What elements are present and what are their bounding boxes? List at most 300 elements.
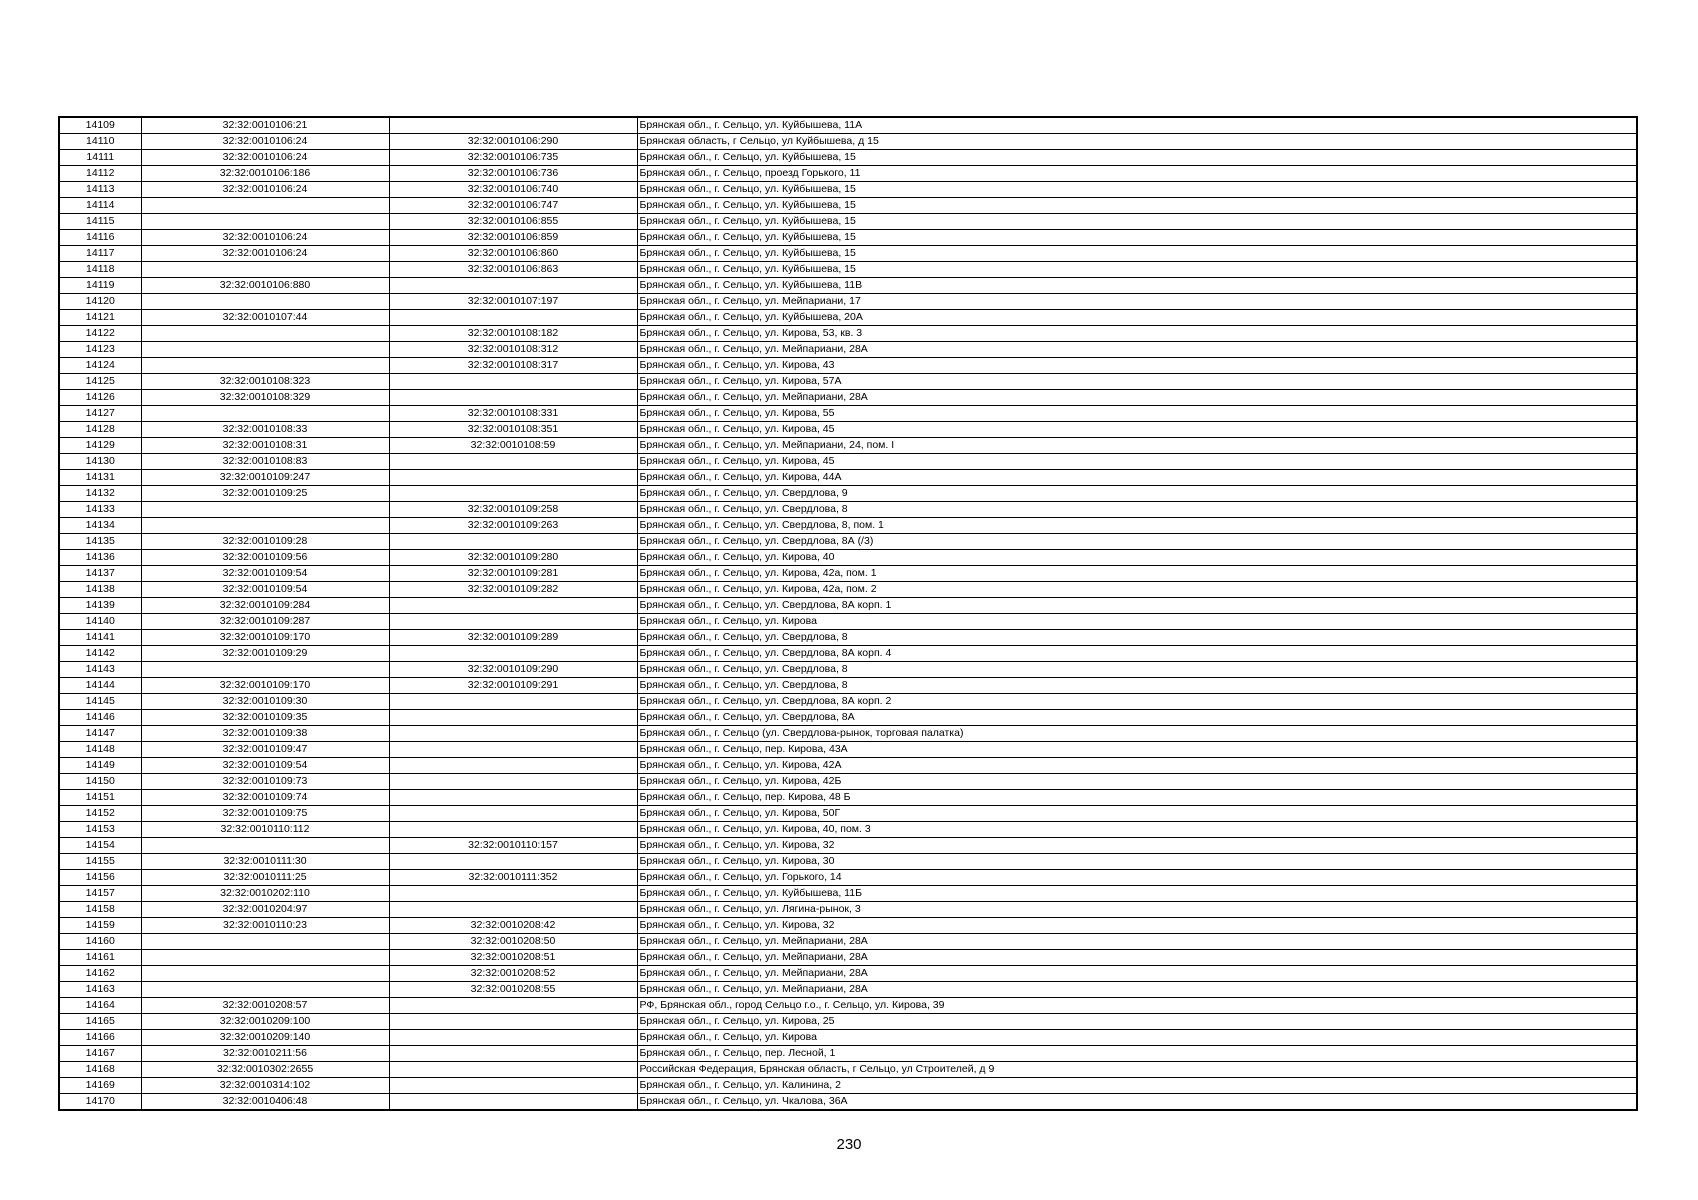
table-row (59, 134, 1637, 150)
row-number-cell: 14125 (59, 374, 141, 390)
cadastral-number-cell: 32:32:0010109:38 (141, 726, 389, 742)
table-row (59, 1062, 1637, 1078)
object-cadastral-number-cell (389, 614, 637, 630)
table-row (59, 950, 1637, 966)
address-cell: Брянская обл., г. Сельцо, ул. Мейпариани, 28А (637, 934, 1637, 950)
cadastral-number-cell: 32:32:0010109:56 (141, 550, 389, 566)
cadastral-number-cell: 32:32:0010202:110 (141, 886, 389, 902)
address-cell: Брянская обл., г. Сельцо, ул. Свердлова, 8 (637, 662, 1637, 678)
table-row (59, 1078, 1637, 1094)
object-cadastral-number-cell: 32:32:0010109:280 (389, 550, 637, 566)
cadastral-number-cell: 32:32:0010110:23 (141, 918, 389, 934)
cadastral-number-cell: 32:32:0010209:100 (141, 1014, 389, 1030)
address-cell: Брянская обл., г. Сельцо, ул. Лягина-рынок, 3 (637, 902, 1637, 918)
address-cell: Брянская обл., г. Сельцо, ул. Кирова (637, 1030, 1637, 1046)
cadastral-number-cell: 32:32:0010211:56 (141, 1046, 389, 1062)
table-row (59, 822, 1637, 838)
address-cell: Брянская обл., г. Сельцо, ул. Куйбышева, 11А (637, 117, 1637, 134)
table-row (59, 342, 1637, 358)
object-cadastral-number-cell (389, 598, 637, 614)
cadastral-number-cell (141, 198, 389, 214)
address-cell: Брянская обл., г. Сельцо, ул. Свердлова, 8А (/3) (637, 534, 1637, 550)
object-cadastral-number-cell (389, 710, 637, 726)
table-row (59, 742, 1637, 758)
row-number-cell: 14126 (59, 390, 141, 406)
object-cadastral-number-cell (389, 278, 637, 294)
table-row (59, 486, 1637, 502)
cadastral-number-cell: 32:32:0010111:25 (141, 870, 389, 886)
cadastral-number-cell (141, 662, 389, 678)
row-number-cell: 14120 (59, 294, 141, 310)
row-number-cell: 14118 (59, 262, 141, 278)
table-row (59, 326, 1637, 342)
object-cadastral-number-cell (389, 117, 637, 134)
cadastral-number-cell: 32:32:0010108:33 (141, 422, 389, 438)
object-cadastral-number-cell: 32:32:0010109:290 (389, 662, 637, 678)
cadastral-number-cell: 32:32:0010109:170 (141, 678, 389, 694)
cadastral-number-cell: 32:32:0010109:29 (141, 646, 389, 662)
address-cell: Брянская обл., г. Сельцо, ул. Кирова, 30 (637, 854, 1637, 870)
cadastral-number-cell: 32:32:0010109:28 (141, 534, 389, 550)
object-cadastral-number-cell: 32:32:0010108:312 (389, 342, 637, 358)
address-cell: Брянская обл., г. Сельцо, ул. Кирова, 53, кв. 3 (637, 326, 1637, 342)
object-cadastral-number-cell: 32:32:0010208:50 (389, 934, 637, 950)
address-cell: Брянская обл., г. Сельцо, ул. Кирова, 57А (637, 374, 1637, 390)
object-cadastral-number-cell (389, 534, 637, 550)
row-number-cell: 14117 (59, 246, 141, 262)
address-cell: РФ, Брянская обл., город Сельцо г.о., г. Сельцо, ул. Кирова, 39 (637, 998, 1637, 1014)
table-row (59, 534, 1637, 550)
cadastral-number-cell: 32:32:0010109:54 (141, 758, 389, 774)
table-row (59, 838, 1637, 854)
row-number-cell: 14138 (59, 582, 141, 598)
row-number-cell: 14164 (59, 998, 141, 1014)
object-cadastral-number-cell: 32:32:0010108:317 (389, 358, 637, 374)
row-number-cell: 14119 (59, 278, 141, 294)
table-row (59, 726, 1637, 742)
row-number-cell: 14140 (59, 614, 141, 630)
row-number-cell: 14127 (59, 406, 141, 422)
object-cadastral-number-cell: 32:32:0010106:859 (389, 230, 637, 246)
table-row (59, 422, 1637, 438)
object-cadastral-number-cell (389, 1094, 637, 1111)
cadastral-number-cell: 32:32:0010106:880 (141, 278, 389, 294)
table-row (59, 406, 1637, 422)
row-number-cell: 14115 (59, 214, 141, 230)
table-row (59, 198, 1637, 214)
cadastral-number-cell (141, 966, 389, 982)
address-cell: Брянская обл., г. Сельцо, ул. Куйбышева, 15 (637, 182, 1637, 198)
table-row (59, 438, 1637, 454)
table-row (59, 886, 1637, 902)
address-cell: Брянская обл., г. Сельцо, ул. Куйбышева, 15 (637, 150, 1637, 166)
row-number-cell: 14145 (59, 694, 141, 710)
address-cell: Брянская обл., г. Сельцо, ул. Куйбышева, 15 (637, 214, 1637, 230)
object-cadastral-number-cell: 32:32:0010108:331 (389, 406, 637, 422)
address-cell: Брянская обл., г. Сельцо, пер. Кирова, 43А (637, 742, 1637, 758)
cadastral-number-cell: 32:32:0010110:112 (141, 822, 389, 838)
row-number-cell: 14144 (59, 678, 141, 694)
address-cell: Брянская обл., г. Сельцо, ул. Свердлова, 9 (637, 486, 1637, 502)
address-cell: Брянская обл., г. Сельцо, ул. Свердлова, 8, пом. 1 (637, 518, 1637, 534)
table-row (59, 550, 1637, 566)
table-row (59, 294, 1637, 310)
row-number-cell: 14123 (59, 342, 141, 358)
table-row (59, 246, 1637, 262)
cadastral-number-cell: 32:32:0010209:140 (141, 1030, 389, 1046)
object-cadastral-number-cell (389, 694, 637, 710)
cadastral-number-cell: 32:32:0010109:54 (141, 566, 389, 582)
object-cadastral-number-cell (389, 1046, 637, 1062)
page-number: 230 (836, 1136, 862, 1153)
table-row (59, 1046, 1637, 1062)
object-cadastral-number-cell: 32:32:0010106:736 (389, 166, 637, 182)
table-row (59, 646, 1637, 662)
object-cadastral-number-cell: 32:32:0010109:258 (389, 502, 637, 518)
table-row (59, 390, 1637, 406)
address-cell: Брянская обл., г. Сельцо, ул. Калинина, 2 (637, 1078, 1637, 1094)
row-number-cell: 14158 (59, 902, 141, 918)
table-row (59, 262, 1637, 278)
address-cell: Брянская обл., г. Сельцо, ул. Куйбышева, 15 (637, 246, 1637, 262)
table-row (59, 566, 1637, 582)
table-row (59, 902, 1637, 918)
object-cadastral-number-cell (389, 1078, 637, 1094)
row-number-cell: 14152 (59, 806, 141, 822)
cadastral-number-cell: 32:32:0010109:35 (141, 710, 389, 726)
object-cadastral-number-cell (389, 806, 637, 822)
row-number-cell: 14131 (59, 470, 141, 486)
object-cadastral-number-cell: 32:32:0010106:855 (389, 214, 637, 230)
address-cell: Брянская обл., г. Сельцо, ул. Куйбышева, 11Б (637, 886, 1637, 902)
object-cadastral-number-cell: 32:32:0010109:289 (389, 630, 637, 646)
address-cell: Брянская область, г Сельцо, ул Куйбышева, д 15 (637, 134, 1637, 150)
cadastral-number-cell (141, 982, 389, 998)
cadastral-number-cell: 32:32:0010109:74 (141, 790, 389, 806)
row-number-cell: 14148 (59, 742, 141, 758)
address-cell: Брянская обл., г. Сельцо, ул. Кирова, 43 (637, 358, 1637, 374)
table-row (59, 1030, 1637, 1046)
object-cadastral-number-cell: 32:32:0010111:352 (389, 870, 637, 886)
address-cell: Брянская обл., г. Сельцо, ул. Мейпариани, 28А (637, 982, 1637, 998)
table-row (59, 310, 1637, 326)
cadastral-number-cell (141, 406, 389, 422)
object-cadastral-number-cell (389, 646, 637, 662)
object-cadastral-number-cell (389, 310, 637, 326)
table-row (59, 117, 1637, 134)
cadastral-number-cell (141, 214, 389, 230)
address-cell: Брянская обл., г. Сельцо, ул. Кирова, 25 (637, 1014, 1637, 1030)
cadastral-number-cell: 32:32:0010109:170 (141, 630, 389, 646)
address-cell: Брянская обл., г. Сельцо, ул. Кирова, 44А (637, 470, 1637, 486)
cadastral-number-cell (141, 838, 389, 854)
row-number-cell: 14124 (59, 358, 141, 374)
table-row (59, 230, 1637, 246)
row-number-cell: 14150 (59, 774, 141, 790)
row-number-cell: 14165 (59, 1014, 141, 1030)
row-number-cell: 14166 (59, 1030, 141, 1046)
address-cell: Брянская обл., г. Сельцо, ул. Мейпариани, 24, пом. I (637, 438, 1637, 454)
table-row (59, 694, 1637, 710)
cadastral-number-cell: 32:32:0010302:2655 (141, 1062, 389, 1078)
cadastral-number-cell: 32:32:0010108:323 (141, 374, 389, 390)
cadastral-number-cell: 32:32:0010109:47 (141, 742, 389, 758)
address-cell: Брянская обл., г. Сельцо, ул. Кирова, 40, пом. 3 (637, 822, 1637, 838)
object-cadastral-number-cell: 32:32:0010108:59 (389, 438, 637, 454)
table-row (59, 470, 1637, 486)
row-number-cell: 14130 (59, 454, 141, 470)
address-cell: Брянская обл., г. Сельцо, ул. Горького, 14 (637, 870, 1637, 886)
object-cadastral-number-cell (389, 886, 637, 902)
address-cell: Российская Федерация, Брянская область, г Сельцо, ул Строителей, д 9 (637, 1062, 1637, 1078)
address-cell: Брянская обл., г. Сельцо, ул. Куйбышева, 20А (637, 310, 1637, 326)
row-number-cell: 14132 (59, 486, 141, 502)
table-row (59, 150, 1637, 166)
address-cell: Брянская обл., г. Сельцо, ул. Кирова, 40 (637, 550, 1637, 566)
table-row (59, 1014, 1637, 1030)
row-number-cell: 14160 (59, 934, 141, 950)
object-cadastral-number-cell: 32:32:0010208:55 (389, 982, 637, 998)
cadastral-number-cell: 32:32:0010107:44 (141, 310, 389, 326)
address-cell: Брянская обл., г. Сельцо, ул. Кирова, 50Г (637, 806, 1637, 822)
table-row (59, 982, 1637, 998)
row-number-cell: 14146 (59, 710, 141, 726)
address-cell: Брянская обл., г. Сельцо, проезд Горького, 11 (637, 166, 1637, 182)
cadastral-number-cell (141, 294, 389, 310)
row-number-cell: 14111 (59, 150, 141, 166)
row-number-cell: 14143 (59, 662, 141, 678)
cadastral-number-cell: 32:32:0010109:25 (141, 486, 389, 502)
object-cadastral-number-cell: 32:32:0010208:51 (389, 950, 637, 966)
address-cell: Брянская обл., г. Сельцо, ул. Свердлова, 8 (637, 678, 1637, 694)
row-number-cell: 14133 (59, 502, 141, 518)
cadastral-number-cell (141, 950, 389, 966)
table-row (59, 710, 1637, 726)
address-cell: Брянская обл., г. Сельцо, ул. Мейпариани, 28А (637, 390, 1637, 406)
row-number-cell: 14169 (59, 1078, 141, 1094)
address-cell: Брянская обл., г. Сельцо, ул. Куйбышева, 15 (637, 230, 1637, 246)
row-number-cell: 14134 (59, 518, 141, 534)
row-number-cell: 14116 (59, 230, 141, 246)
row-number-cell: 14167 (59, 1046, 141, 1062)
object-cadastral-number-cell: 32:32:0010106:735 (389, 150, 637, 166)
row-number-cell: 14159 (59, 918, 141, 934)
object-cadastral-number-cell: 32:32:0010107:197 (389, 294, 637, 310)
cadastral-number-cell: 32:32:0010109:30 (141, 694, 389, 710)
object-cadastral-number-cell (389, 1030, 637, 1046)
address-cell: Брянская обл., г. Сельцо, ул. Свердлова, 8 (637, 630, 1637, 646)
table-row (59, 182, 1637, 198)
cadastral-number-cell (141, 934, 389, 950)
object-cadastral-number-cell (389, 1062, 637, 1078)
cadastral-number-cell: 32:32:0010109:287 (141, 614, 389, 630)
address-cell: Брянская обл., г. Сельцо, ул. Свердлова, 8А (637, 710, 1637, 726)
object-cadastral-number-cell (389, 822, 637, 838)
object-cadastral-number-cell: 32:32:0010106:290 (389, 134, 637, 150)
row-number-cell: 14112 (59, 166, 141, 182)
cadastral-number-cell: 32:32:0010106:24 (141, 150, 389, 166)
table-row (59, 502, 1637, 518)
address-cell: Брянская обл., г. Сельцо, ул. Мейпариани, 28А (637, 950, 1637, 966)
row-number-cell: 14122 (59, 326, 141, 342)
address-cell: Брянская обл., г. Сельцо, ул. Кирова, 55 (637, 406, 1637, 422)
cadastral-number-cell: 32:32:0010106:186 (141, 166, 389, 182)
row-number-cell: 14147 (59, 726, 141, 742)
row-number-cell: 14128 (59, 422, 141, 438)
table-row (59, 966, 1637, 982)
cadastral-number-cell: 32:32:0010109:73 (141, 774, 389, 790)
row-number-cell: 14170 (59, 1094, 141, 1111)
object-cadastral-number-cell: 32:32:0010109:282 (389, 582, 637, 598)
address-cell: Брянская обл., г. Сельцо, ул. Куйбышева, 11В (637, 278, 1637, 294)
row-number-cell: 14149 (59, 758, 141, 774)
registry-table (58, 116, 1638, 1111)
row-number-cell: 14162 (59, 966, 141, 982)
cadastral-number-cell: 32:32:0010109:247 (141, 470, 389, 486)
table-row (59, 918, 1637, 934)
address-cell: Брянская обл., г. Сельцо, ул. Кирова, 45 (637, 454, 1637, 470)
row-number-cell: 14161 (59, 950, 141, 966)
object-cadastral-number-cell (389, 1014, 637, 1030)
row-number-cell: 14168 (59, 1062, 141, 1078)
object-cadastral-number-cell: 32:32:0010106:747 (389, 198, 637, 214)
table-row (59, 774, 1637, 790)
address-cell: Брянская обл., г. Сельцо, ул. Кирова, 42А (637, 758, 1637, 774)
row-number-cell: 14142 (59, 646, 141, 662)
object-cadastral-number-cell: 32:32:0010109:291 (389, 678, 637, 694)
row-number-cell: 14136 (59, 550, 141, 566)
row-number-cell: 14141 (59, 630, 141, 646)
cadastral-number-cell: 32:32:0010406:48 (141, 1094, 389, 1111)
row-number-cell: 14114 (59, 198, 141, 214)
cadastral-number-cell: 32:32:0010109:284 (141, 598, 389, 614)
cadastral-number-cell: 32:32:0010109:54 (141, 582, 389, 598)
cadastral-number-cell (141, 502, 389, 518)
table-row (59, 454, 1637, 470)
row-number-cell: 14109 (59, 117, 141, 134)
row-number-cell: 14156 (59, 870, 141, 886)
object-cadastral-number-cell (389, 454, 637, 470)
table-row (59, 678, 1637, 694)
row-number-cell: 14139 (59, 598, 141, 614)
address-cell: Брянская обл., г. Сельцо, пер. Кирова, 48 Б (637, 790, 1637, 806)
object-cadastral-number-cell (389, 374, 637, 390)
object-cadastral-number-cell (389, 998, 637, 1014)
address-cell: Брянская обл., г. Сельцо, ул. Кирова (637, 614, 1637, 630)
address-cell: Брянская обл., г. Сельцо, ул. Кирова, 32 (637, 918, 1637, 934)
address-cell: Брянская обл., г. Сельцо, ул. Куйбышева, 15 (637, 262, 1637, 278)
object-cadastral-number-cell (389, 854, 637, 870)
object-cadastral-number-cell (389, 902, 637, 918)
address-cell: Брянская обл., г. Сельцо (ул. Свердлова-рынок, торговая палатка) (637, 726, 1637, 742)
table-row (59, 598, 1637, 614)
table-row (59, 582, 1637, 598)
cadastral-number-cell: 32:32:0010106:21 (141, 117, 389, 134)
row-number-cell: 14135 (59, 534, 141, 550)
table-row (59, 278, 1637, 294)
object-cadastral-number-cell (389, 726, 637, 742)
address-cell: Брянская обл., г. Сельцо, ул. Кирова, 42а, пом. 2 (637, 582, 1637, 598)
cadastral-number-cell (141, 342, 389, 358)
table-row (59, 166, 1637, 182)
cadastral-number-cell: 32:32:0010106:24 (141, 230, 389, 246)
cadastral-number-cell: 32:32:0010204:97 (141, 902, 389, 918)
cadastral-number-cell: 32:32:0010314:102 (141, 1078, 389, 1094)
row-number-cell: 14121 (59, 310, 141, 326)
address-cell: Брянская обл., г. Сельцо, ул. Кирова, 42Б (637, 774, 1637, 790)
table-row (59, 518, 1637, 534)
row-number-cell: 14129 (59, 438, 141, 454)
object-cadastral-number-cell (389, 774, 637, 790)
table-row (59, 214, 1637, 230)
address-cell: Брянская обл., г. Сельцо, ул. Свердлова, 8А корп. 2 (637, 694, 1637, 710)
object-cadastral-number-cell: 32:32:0010109:263 (389, 518, 637, 534)
address-cell: Брянская обл., г. Сельцо, ул. Свердлова, 8А корп. 1 (637, 598, 1637, 614)
object-cadastral-number-cell: 32:32:0010106:863 (389, 262, 637, 278)
cadastral-number-cell: 32:32:0010106:24 (141, 246, 389, 262)
object-cadastral-number-cell (389, 790, 637, 806)
table-row (59, 806, 1637, 822)
table-row (59, 758, 1637, 774)
address-cell: Брянская обл., г. Сельцо, ул. Чкалова, 36А (637, 1094, 1637, 1111)
cadastral-number-cell: 32:32:0010106:24 (141, 182, 389, 198)
object-cadastral-number-cell: 32:32:0010108:182 (389, 326, 637, 342)
address-cell: Брянская обл., г. Сельцо, ул. Кирова, 45 (637, 422, 1637, 438)
row-number-cell: 14137 (59, 566, 141, 582)
row-number-cell: 14157 (59, 886, 141, 902)
object-cadastral-number-cell: 32:32:0010109:281 (389, 566, 637, 582)
object-cadastral-number-cell: 32:32:0010106:860 (389, 246, 637, 262)
table-row (59, 870, 1637, 886)
cadastral-number-cell: 32:32:0010208:57 (141, 998, 389, 1014)
table-row (59, 790, 1637, 806)
address-cell: Брянская обл., г. Сельцо, пер. Лесной, 1 (637, 1046, 1637, 1062)
address-cell: Брянская обл., г. Сельцо, ул. Кирова, 42а, пом. 1 (637, 566, 1637, 582)
address-cell: Брянская обл., г. Сельцо, ул. Куйбышева, 15 (637, 198, 1637, 214)
address-cell: Брянская обл., г. Сельцо, ул. Кирова, 32 (637, 838, 1637, 854)
cadastral-number-cell: 32:32:0010108:31 (141, 438, 389, 454)
object-cadastral-number-cell: 32:32:0010208:52 (389, 966, 637, 982)
table-row (59, 998, 1637, 1014)
object-cadastral-number-cell (389, 470, 637, 486)
row-number-cell: 14110 (59, 134, 141, 150)
table-row (59, 1094, 1637, 1111)
row-number-cell: 14155 (59, 854, 141, 870)
cadastral-number-cell: 32:32:0010108:83 (141, 454, 389, 470)
address-cell: Брянская обл., г. Сельцо, ул. Свердлова, 8А корп. 4 (637, 646, 1637, 662)
object-cadastral-number-cell (389, 390, 637, 406)
object-cadastral-number-cell: 32:32:0010108:351 (389, 422, 637, 438)
object-cadastral-number-cell (389, 486, 637, 502)
cadastral-number-cell: 32:32:0010108:329 (141, 390, 389, 406)
address-cell: Брянская обл., г. Сельцо, ул. Мейпариани, 28А (637, 342, 1637, 358)
cadastral-number-cell: 32:32:0010111:30 (141, 854, 389, 870)
cadastral-number-cell (141, 518, 389, 534)
registry-table-body (59, 117, 1637, 1110)
table-row (59, 614, 1637, 630)
table-row (59, 934, 1637, 950)
cadastral-number-cell (141, 326, 389, 342)
object-cadastral-number-cell: 32:32:0010110:157 (389, 838, 637, 854)
object-cadastral-number-cell: 32:32:0010106:740 (389, 182, 637, 198)
object-cadastral-number-cell (389, 742, 637, 758)
table-row (59, 662, 1637, 678)
object-cadastral-number-cell: 32:32:0010208:42 (389, 918, 637, 934)
address-cell: Брянская обл., г. Сельцо, ул. Мейпариани, 28А (637, 966, 1637, 982)
cadastral-number-cell (141, 262, 389, 278)
cadastral-number-cell: 32:32:0010106:24 (141, 134, 389, 150)
table-row (59, 374, 1637, 390)
